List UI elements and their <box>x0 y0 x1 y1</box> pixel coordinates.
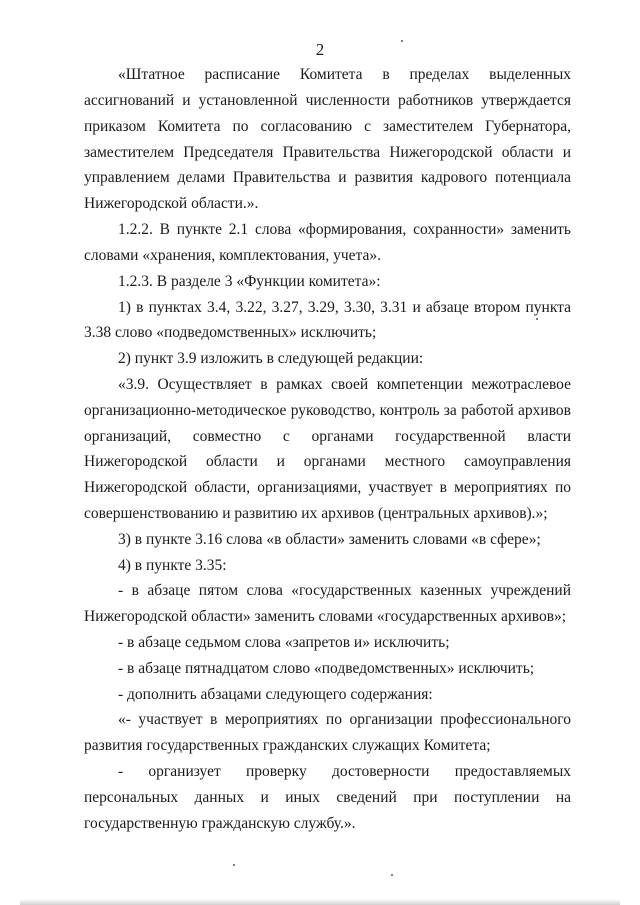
scan-speck <box>536 318 538 320</box>
page-number: 2 <box>315 40 325 59</box>
text-line: - организует проверку достоверности предоставляемых <box>118 763 571 780</box>
text-line: - в абзаце пятнадцатом слово «подведомственных» исключить; <box>118 660 535 677</box>
text-line: развития государственных гражданских служащих Комитета; <box>84 737 491 754</box>
text-line: 3) в пункте 3.16 слова «в области» заменить словами «в сфере»; <box>118 531 541 548</box>
text-line: 1.2.3. В разделе 3 «Функции комитета»: <box>118 273 381 290</box>
text-line: - в абзаце седьмом слова «запретов и» исключить; <box>118 634 450 651</box>
text-line: организаций, совместно с органами государственной власти <box>84 428 571 445</box>
text-line: персональных данных и иных сведений при поступлении на <box>84 789 571 806</box>
text-line: управлением делами Правительства и развития кадрового потенциала <box>84 169 571 186</box>
text-line: - в абзаце пятом слова «государственных казенных учреждений <box>118 582 571 599</box>
text-line: словами «хранения, комплектования, учета». <box>84 247 382 264</box>
scan-edge-shadow <box>20 899 620 905</box>
text-line: 3.38 слово «подведомственных» исключить; <box>84 324 377 341</box>
text-line: 1.2.2. В пункте 2.1 слова «формирования, сохранности» заменить <box>118 221 571 238</box>
text-line: приказом Комитета по согласованию с заместителем Губернатора, <box>84 118 571 135</box>
scan-speck <box>391 874 393 876</box>
text-line: 4) в пункте 3.35: <box>118 557 227 574</box>
text-line: заместителем Председателя Правительства Нижегородской области и <box>84 144 571 161</box>
text-line: организационно-методическое руководство, контроль за работой архивов <box>84 402 571 419</box>
text-line: 1) в пунктах 3.4, 3.22, 3.27, 3.29, 3.30, 3.31 и абзаце втором пункта <box>118 299 571 316</box>
text-line: Нижегородской области» заменить словами «государственных архивов»; <box>84 608 567 625</box>
text-line: государственную гражданскую службу.». <box>84 815 356 832</box>
text-line: Нижегородской области, организациями, участвует в мероприятиях по <box>84 479 571 496</box>
text-line: Нижегородской области.». <box>84 195 259 212</box>
text-line: «Штатное расписание Комитета в пределах выделенных <box>118 66 571 83</box>
text-line: совершенствованию и развитию их архивов (центральных архивов).»; <box>84 505 548 522</box>
scan-speck <box>233 864 235 866</box>
text-line: ассигнований и установленной численности работников утверждается <box>84 92 571 109</box>
text-line: Нижегородской области и органами местного самоуправления <box>84 453 571 470</box>
text-line: - дополнить абзацами следующего содержания: <box>118 686 433 703</box>
text-line: «- участвует в мероприятиях по организации профессионального <box>118 711 571 728</box>
text-line: «3.9. Осуществляет в рамках своей компетенции межотраслевое <box>118 376 571 393</box>
text-line: 2) пункт 3.9 изложить в следующей редакции: <box>118 350 424 367</box>
scan-speck <box>401 40 403 42</box>
